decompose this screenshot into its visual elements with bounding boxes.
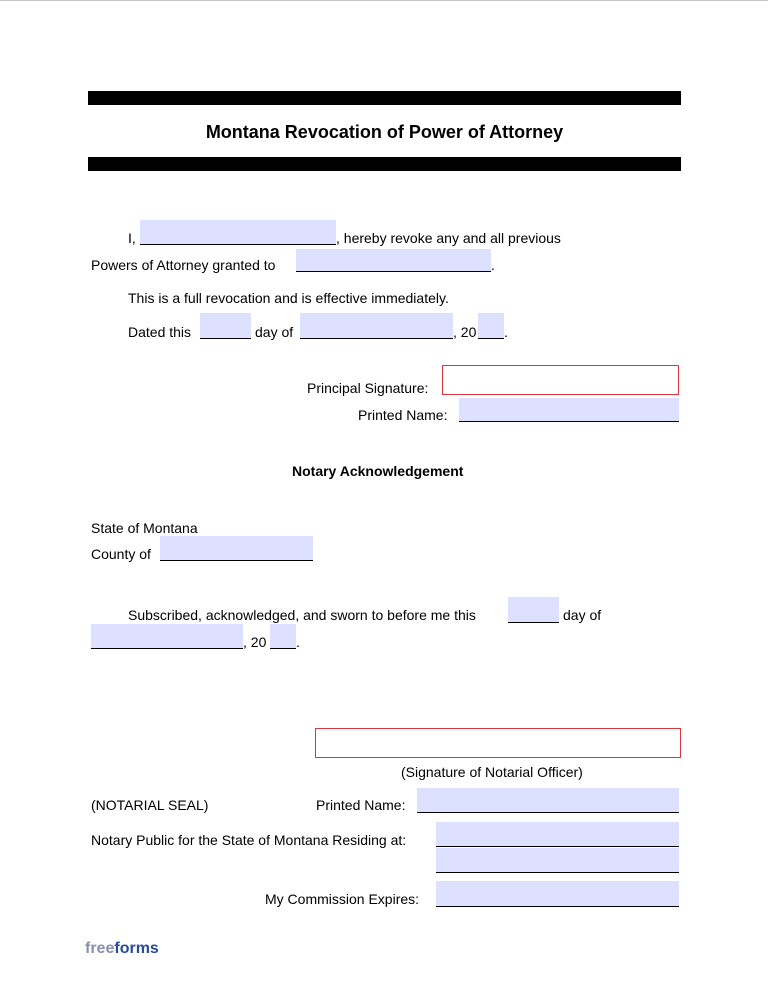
dated-month-field[interactable] [300,313,453,339]
top-border [0,0,768,1]
notary-printed-name-label: Printed Name: [316,797,406,813]
intro-period: . [491,257,495,273]
attorney-name-field[interactable] [296,249,491,272]
notary-signature-caption: (Signature of Notarial Officer) [401,764,583,780]
principal-signature-label: Principal Signature: [307,380,429,396]
commission-label: My Commission Expires: [265,891,420,907]
dated-year-prefix: , 20 [453,324,477,340]
residing-field-line1[interactable] [436,822,679,847]
notary-day-of-text: day of [563,607,602,623]
intro-granted-text: Powers of Attorney granted to [91,257,276,273]
principal-name-field[interactable] [140,220,336,245]
residing-label: Notary Public for the State of Montana Residing at: [91,832,407,848]
freeforms-logo [85,940,159,958]
subscribed-text: Subscribed, acknowledged, and sworn to before me this [128,607,476,623]
dated-day-field[interactable] [200,313,251,339]
dated-period: . [504,324,508,340]
dated-this-text: Dated this [128,324,192,340]
notary-day-field[interactable] [508,597,559,623]
intro-i-text: I, [128,230,136,246]
notary-signature-field[interactable] [315,728,681,758]
notary-period: . [296,634,300,650]
principal-printed-name-field[interactable] [459,398,679,422]
full-revocation-text: This is a full revocation and is effective immediately. [128,290,449,306]
notarial-seal-text: (NOTARIAL SEAL) [91,797,209,813]
notary-year-field[interactable] [270,624,296,649]
notary-printed-name-field[interactable] [417,788,679,813]
principal-printed-name-label: Printed Name: [358,407,448,423]
principal-signature-field[interactable] [442,365,679,395]
logo-part-forms: forms [114,940,159,957]
notary-year-prefix: , 20 [243,634,267,650]
header-bar-bottom [88,157,681,171]
document-title: Montana Revocation of Power of Attorney [205,122,564,142]
residing-field-line2[interactable] [436,848,679,873]
notary-heading: Notary Acknowledgement [292,463,464,479]
commission-expires-field[interactable] [436,881,679,907]
state-text: State of Montana [91,520,198,536]
notary-month-field[interactable] [91,624,243,649]
dated-year-field[interactable] [478,313,504,339]
logo-part-free: free [85,940,115,957]
intro-revoke-text: , hereby revoke any and all previous [336,230,561,246]
county-label: County of [91,546,151,562]
dated-day-of-text: day of [255,324,294,340]
county-field[interactable] [160,536,313,561]
header-bar-top [88,91,681,105]
